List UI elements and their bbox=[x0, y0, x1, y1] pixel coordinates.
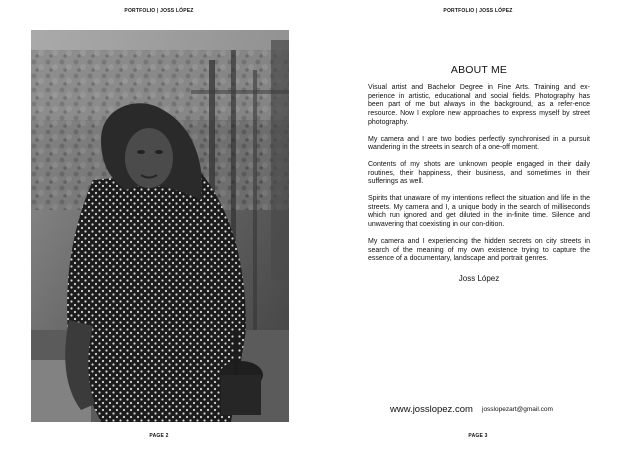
about-paragraph-2: My camera and I are two bodies perfectly synchronised in a pursuit wandering in the streets in search of a one-off moment. bbox=[368, 135, 590, 152]
about-paragraph-5: My camera and I experiencing the hidden secrets on city streets in search of the meaning of my own existence trying to capture the essence of a documentary, landscape and portrait genres. bbox=[368, 237, 590, 263]
contact-info bbox=[318, 404, 638, 418]
about-title: ABOUT ME bbox=[450, 64, 508, 76]
about-section bbox=[368, 64, 590, 283]
right-page bbox=[318, 0, 638, 452]
about-paragraph-1: Visual artist and Bachelor Degree in Fine Arts. Training and ex-perience in artistic, educational and social fields. Photography has been part of me but always in the background, as a refer-ence resource. Now I explore new approaches to express myself by street photography. bbox=[368, 84, 590, 126]
page-number: PAGE 3 bbox=[468, 433, 488, 439]
running-head: PORTFOLIO | JOSS LÓPEZ bbox=[443, 8, 513, 14]
about-paragraph-4: Spirits that unaware of my intentions reflect the situation and life in the streets. My camera and I, a unique body in the search of milliseconds which run ignored and get diluted in the in-finite time. Silence and unwavering that coexisting in our con-dition. bbox=[368, 195, 590, 229]
running-head: PORTFOLIO | JOSS LÓPEZ bbox=[124, 8, 194, 14]
email-link[interactable]: josslopezart@gmail.com bbox=[482, 406, 553, 413]
website-link[interactable]: www.josslopez.com bbox=[390, 404, 473, 415]
author-signature: Joss López bbox=[458, 273, 500, 283]
left-page bbox=[0, 0, 318, 452]
about-paragraph-3: Contents of my shots are unknown people engaged in their daily routines, their happiness, their business, and sometimes in their sufferings as well. bbox=[368, 160, 590, 186]
page-number: PAGE 2 bbox=[149, 433, 169, 439]
portrait-photograph bbox=[31, 30, 289, 422]
